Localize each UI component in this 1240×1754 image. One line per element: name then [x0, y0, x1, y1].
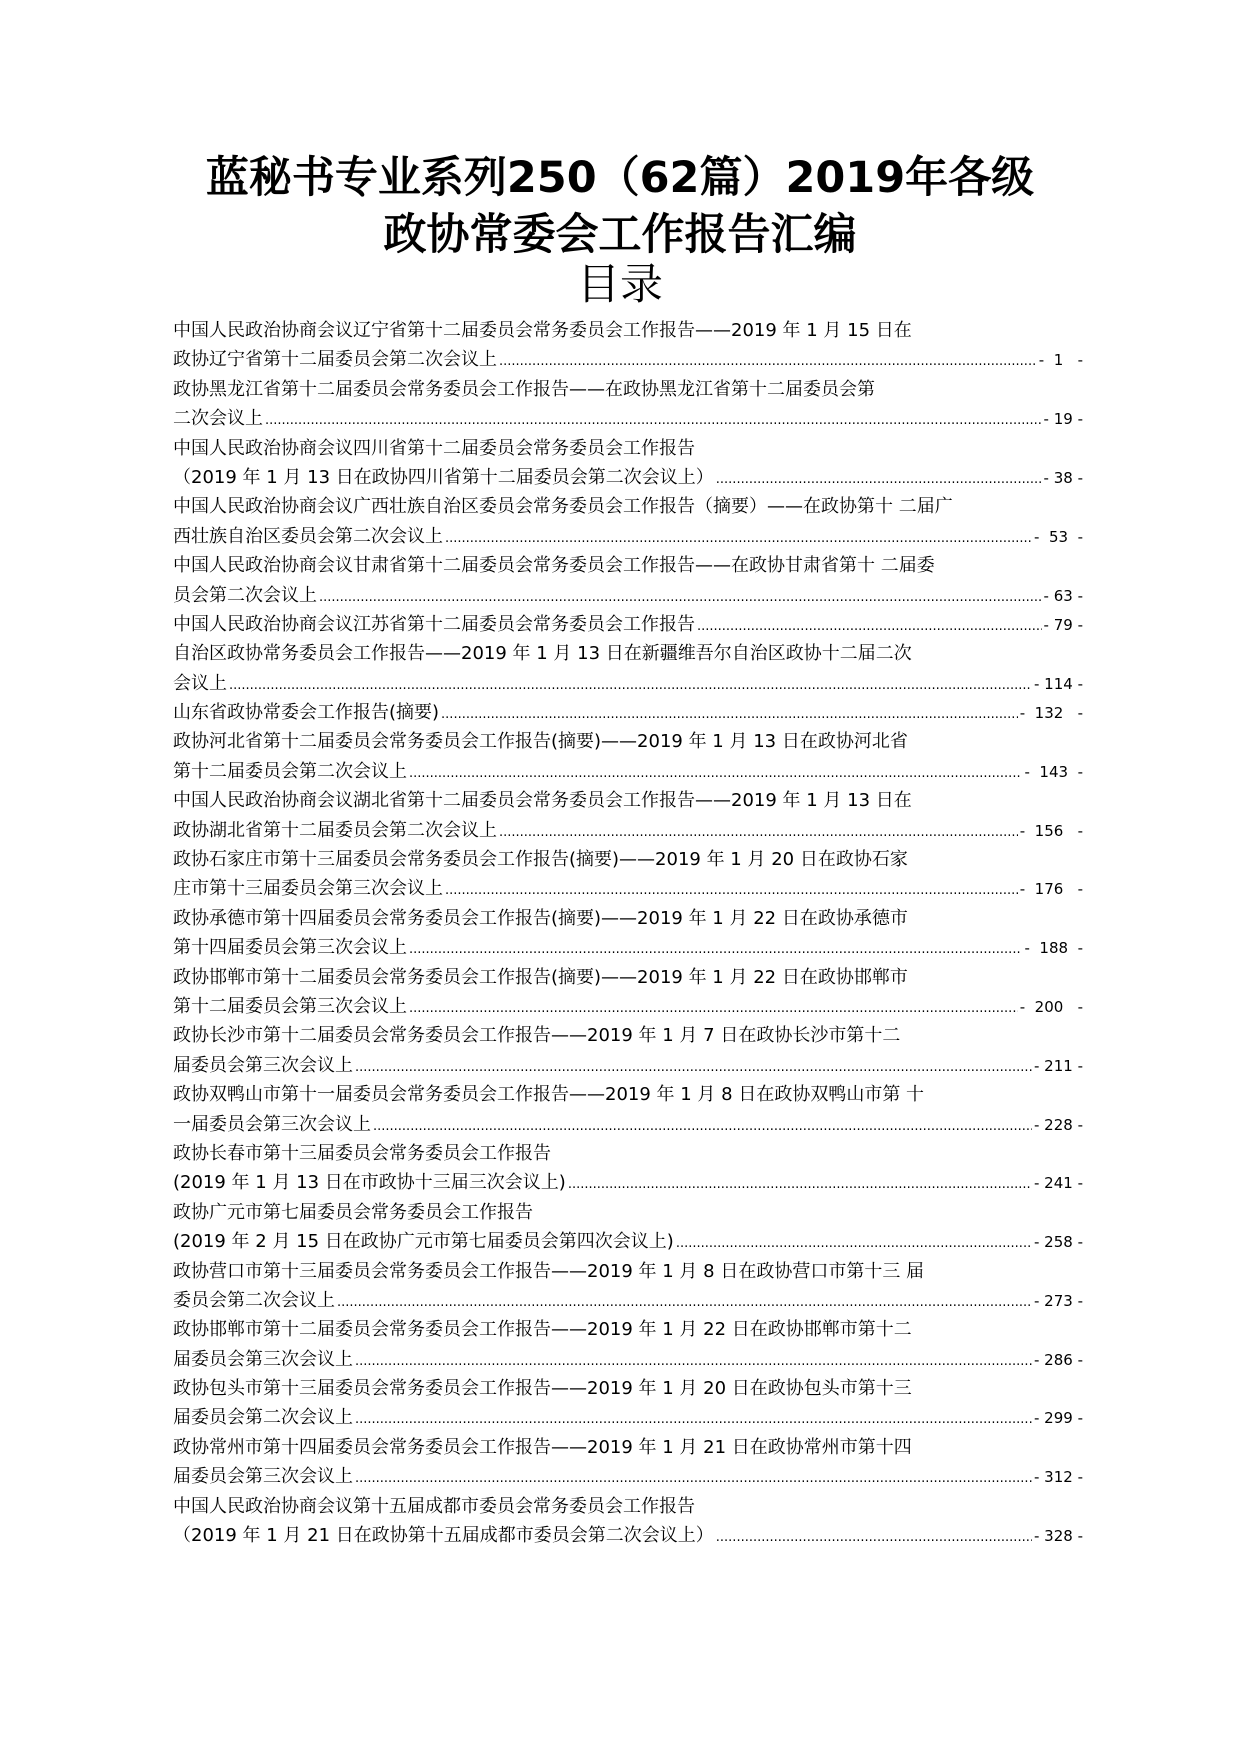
- toc-entry[interactable]: [173, 639, 1083, 698]
- toc-entry-title-line-2: 委员会第二次会议上: [173, 1289, 335, 1311]
- toc-entry[interactable]: [173, 375, 1083, 434]
- dot-leader: [716, 1523, 1032, 1552]
- toc-entry-title-line-1: 政协长春市第十三届委员会常务委员会工作报告: [173, 1142, 551, 1164]
- toc-entry-title-line-2: 中国人民政治协商会议江苏省第十二届委员会常务委员会工作报告: [173, 613, 695, 635]
- toc-entry-title-line-1: 中国人民政治协商会议湖北省第十二届委员会常务委员会工作报告——2019 年 1 月 13 日在: [173, 790, 912, 812]
- toc-entry-page-number: - 211 -: [1034, 1056, 1083, 1075]
- toc-entry-leader-line: [173, 1521, 1083, 1550]
- document-title-line-1: 蓝秘书专业系列250（62篇）2019年各级: [205, 153, 1035, 203]
- dot-leader: [568, 1170, 1032, 1199]
- toc-entry-title-line-2: 第十二届委员会第二次会议上: [173, 760, 407, 782]
- toc-entry-title-line-1: 政协石家庄市第十三届委员会常务委员会工作报告(摘要)——2019 年 1 月 20 日在政协石家: [173, 849, 908, 871]
- toc-entry-title-line-2: 西壮族自治区委员会第二次会议上: [173, 525, 443, 547]
- toc-entry-title-line-2: 届委员会第三次会议上: [173, 1054, 353, 1076]
- dot-leader: [229, 671, 1032, 700]
- toc-entry-leader-line: [173, 610, 1083, 639]
- dot-leader: [445, 524, 1032, 553]
- dot-leader: [337, 1288, 1032, 1317]
- toc-entry-leader-line: [173, 1110, 1083, 1139]
- toc-entry-title-line-2: (2019 年 2 月 15 日在政协广元市第七届委员会第四次会议上): [173, 1231, 674, 1253]
- toc-entry-page-number: - 273 -: [1034, 1291, 1083, 1310]
- toc-entry-leader-line: [173, 581, 1083, 610]
- toc-entry-leader-line: [173, 669, 1083, 698]
- toc-entry-page-number: - 53 -: [1034, 527, 1083, 546]
- toc-entry-page-number: - 176 -: [1019, 880, 1083, 899]
- toc-entry[interactable]: [173, 1492, 1083, 1551]
- dot-leader: [319, 583, 1042, 612]
- toc-entry-title-line-2: (2019 年 1 月 13 日在市政协十三届三次会议上): [173, 1172, 566, 1194]
- toc-entry-page-number: - 114 -: [1034, 674, 1083, 693]
- toc-entry-leader-line: [173, 463, 1083, 492]
- toc-entry-leader-line: [173, 522, 1083, 551]
- toc-entry-page-number: - 299 -: [1034, 1409, 1083, 1428]
- toc-entry-page-number: - 156 -: [1019, 821, 1083, 840]
- dot-leader: [265, 406, 1042, 435]
- dot-leader: [409, 994, 1018, 1023]
- toc-entry-title-line-1: 中国人民政治协商会议甘肃省第十二届委员会常务委员会工作报告——在政协甘肃省第十 二届委: [173, 555, 935, 577]
- dot-leader: [499, 347, 1037, 376]
- toc-entry[interactable]: [173, 845, 1083, 904]
- toc-entry-title-line-1: 中国人民政治协商会议第十五届成都市委员会常务委员会工作报告: [173, 1495, 695, 1517]
- toc-entry-title-line-2: 二次会议上: [173, 408, 263, 430]
- toc-entry[interactable]: [173, 1257, 1083, 1316]
- toc-entry-leader-line: [173, 345, 1083, 374]
- toc-entry-leader-line: [173, 874, 1083, 903]
- dot-leader: [716, 465, 1042, 494]
- toc-entry-title-line-1: 政协河北省第十二届委员会常务委员会工作报告(摘要)——2019 年 1 月 13 日在政协河北省: [173, 731, 908, 753]
- toc-entry-title-line-2: 第十二届委员会第三次会议上: [173, 995, 407, 1017]
- toc-entry[interactable]: [173, 610, 1083, 639]
- toc-entry-page-number: - 328 -: [1034, 1527, 1083, 1546]
- toc-entry[interactable]: [173, 963, 1083, 1022]
- toc-entry[interactable]: [173, 1315, 1083, 1374]
- toc-entry-leader-line: [173, 1462, 1083, 1491]
- toc-entry-title-line-1: 政协营口市第十三届委员会常务委员会工作报告——2019 年 1 月 8 日在政协营口市第十三 届: [173, 1260, 925, 1282]
- toc-entry-page-number: - 79 -: [1043, 615, 1083, 634]
- toc-entry[interactable]: [173, 1433, 1083, 1492]
- dot-leader: [409, 759, 1022, 788]
- toc-entry-leader-line: [173, 1345, 1083, 1374]
- dot-leader: [355, 1053, 1032, 1082]
- toc-entry-title-line-2: 会议上: [173, 672, 227, 694]
- toc-entry-page-number: - 63 -: [1043, 586, 1083, 605]
- toc-entry[interactable]: [173, 1080, 1083, 1139]
- toc-entry-title-line-1: 政协包头市第十三届委员会常务委员会工作报告——2019 年 1 月 20 日在政协包头市第十三: [173, 1378, 912, 1400]
- toc-entry-page-number: - 1 -: [1038, 351, 1083, 370]
- toc-entry-title-line-2: （2019 年 1 月 13 日在政协四川省第十二届委员会第二次会议上）: [173, 466, 714, 488]
- toc-entry-page-number: - 38 -: [1043, 468, 1083, 487]
- toc-entry-title-line-2: 政协辽宁省第十二届委员会第二次会议上: [173, 349, 497, 371]
- dot-leader: [697, 612, 1042, 641]
- toc-entry-title-line-2: 员会第二次会议上: [173, 584, 317, 606]
- toc-entry-title-line-1: 中国人民政治协商会议广西壮族自治区委员会常务委员会工作报告（摘要）——在政协第十 二届广: [173, 496, 953, 518]
- toc-entry[interactable]: [173, 434, 1083, 493]
- toc-entry-leader-line: [173, 1168, 1083, 1197]
- dot-leader: [499, 818, 1018, 847]
- toc-entry-title-line-2: 庄市第十三届委员会第三次会议上: [173, 878, 443, 900]
- toc-entry-title-line-1: 政协广元市第七届委员会常务委员会工作报告: [173, 1201, 533, 1223]
- toc-entry-title-line-1: 政协邯郸市第十二届委员会常务委员会工作报告——2019 年 1 月 22 日在政协邯郸市第十二: [173, 1319, 912, 1341]
- toc-entry-page-number: - 312 -: [1034, 1468, 1083, 1487]
- toc-entry[interactable]: [173, 316, 1083, 375]
- toc-entry-title-line-1: 自治区政协常务委员会工作报告——2019 年 1 月 13 日在新疆维吾尔自治区政协十二届二次: [173, 643, 912, 665]
- toc-heading: 目录: [577, 260, 663, 310]
- toc-entry[interactable]: [173, 904, 1083, 963]
- toc-entry-page-number: - 286 -: [1034, 1350, 1083, 1369]
- dot-leader: [676, 1229, 1032, 1258]
- toc-entry[interactable]: [173, 551, 1083, 610]
- toc-entry[interactable]: [173, 492, 1083, 551]
- toc-entry-page-number: - 241 -: [1034, 1174, 1083, 1193]
- table-of-contents: [173, 316, 1083, 1550]
- toc-entry-page-number: - 200 -: [1019, 997, 1083, 1016]
- dot-leader: [355, 1405, 1032, 1434]
- toc-entry-title-line-1: 政协双鸭山市第十一届委员会常务委员会工作报告——2019 年 1 月 8 日在政协双鸭山市第 十: [173, 1084, 925, 1106]
- toc-entry-title-line-2: 一届委员会第三次会议上: [173, 1113, 371, 1135]
- toc-entry[interactable]: [173, 727, 1083, 786]
- toc-entry-page-number: - 143 -: [1024, 762, 1083, 781]
- toc-entry-page-number: - 258 -: [1034, 1233, 1083, 1252]
- dot-leader: [373, 1112, 1032, 1141]
- dot-leader: [409, 935, 1022, 964]
- toc-entry[interactable]: [173, 786, 1083, 845]
- toc-entry-leader-line: [173, 933, 1083, 962]
- dot-leader: [355, 1347, 1032, 1376]
- toc-entry-title-line-1: 中国人民政治协商会议辽宁省第十二届委员会常务委员会工作报告——2019 年 1 月 15 日在: [173, 320, 912, 341]
- toc-entry-title-line-2: （2019 年 1 月 21 日在政协第十五届成都市委员会第二次会议上）: [173, 1525, 714, 1547]
- toc-entry-leader-line: [173, 1051, 1083, 1080]
- toc-entry-title-line-1: 政协长沙市第十二届委员会常务委员会工作报告——2019 年 1 月 7 日在政协长沙市第十二: [173, 1025, 901, 1047]
- dot-leader: [441, 700, 1018, 729]
- toc-entry-title-line-1: 政协黑龙江省第十二届委员会常务委员会工作报告——在政协黑龙江省第十二届委员会第: [173, 378, 875, 400]
- toc-entry-page-number: - 228 -: [1034, 1115, 1083, 1134]
- toc-entry[interactable]: [173, 1374, 1083, 1433]
- toc-entry-leader-line: [173, 1227, 1083, 1256]
- dot-leader: [355, 1464, 1032, 1493]
- toc-entry[interactable]: [173, 698, 1083, 727]
- toc-entry-leader-line: [173, 1403, 1083, 1432]
- toc-entry-title-line-1: 中国人民政治协商会议四川省第十二届委员会常务委员会工作报告: [173, 437, 695, 459]
- toc-entry[interactable]: [173, 1021, 1083, 1080]
- toc-entry-title-line-2: 政协湖北省第十二届委员会第二次会议上: [173, 819, 497, 841]
- toc-entry-leader-line: [173, 404, 1083, 433]
- toc-entry-page-number: - 188 -: [1024, 939, 1083, 958]
- document-title-line-2: 政协常委会工作报告汇编: [383, 210, 857, 260]
- toc-entry-leader-line: [173, 1286, 1083, 1315]
- toc-entry-leader-line: [173, 992, 1083, 1021]
- toc-entry[interactable]: [173, 1139, 1083, 1198]
- toc-entry-title-line-2: 届委员会第三次会议上: [173, 1466, 353, 1488]
- toc-entry-title-line-2: 第十四届委员会第三次会议上: [173, 937, 407, 959]
- toc-entry-page-number: - 19 -: [1043, 410, 1083, 429]
- toc-entry-page-number: - 132 -: [1019, 704, 1083, 723]
- toc-entry-leader-line: [173, 816, 1083, 845]
- toc-entry-title-line-1: 政协常州市第十四届委员会常务委员会工作报告——2019 年 1 月 21 日在政协常州市第十四: [173, 1436, 912, 1458]
- toc-entry-title-line-2: 届委员会第二次会议上: [173, 1407, 353, 1429]
- toc-entry-leader-line: [173, 698, 1083, 727]
- toc-entry-title-line-1: 政协承德市第十四届委员会常务委员会工作报告(摘要)——2019 年 1 月 22 日在政协承德市: [173, 907, 908, 929]
- toc-entry-title-line-2: 届委员会第三次会议上: [173, 1348, 353, 1370]
- toc-entry-title-line-2: 山东省政协常委会工作报告(摘要): [173, 702, 440, 724]
- toc-entry-leader-line: [173, 757, 1083, 786]
- toc-entry[interactable]: [173, 1198, 1083, 1257]
- dot-leader: [445, 876, 1018, 905]
- toc-entry-title-line-1: 政协邯郸市第十二届委员会常务委员会工作报告(摘要)——2019 年 1 月 22 日在政协邯郸市: [173, 966, 908, 988]
